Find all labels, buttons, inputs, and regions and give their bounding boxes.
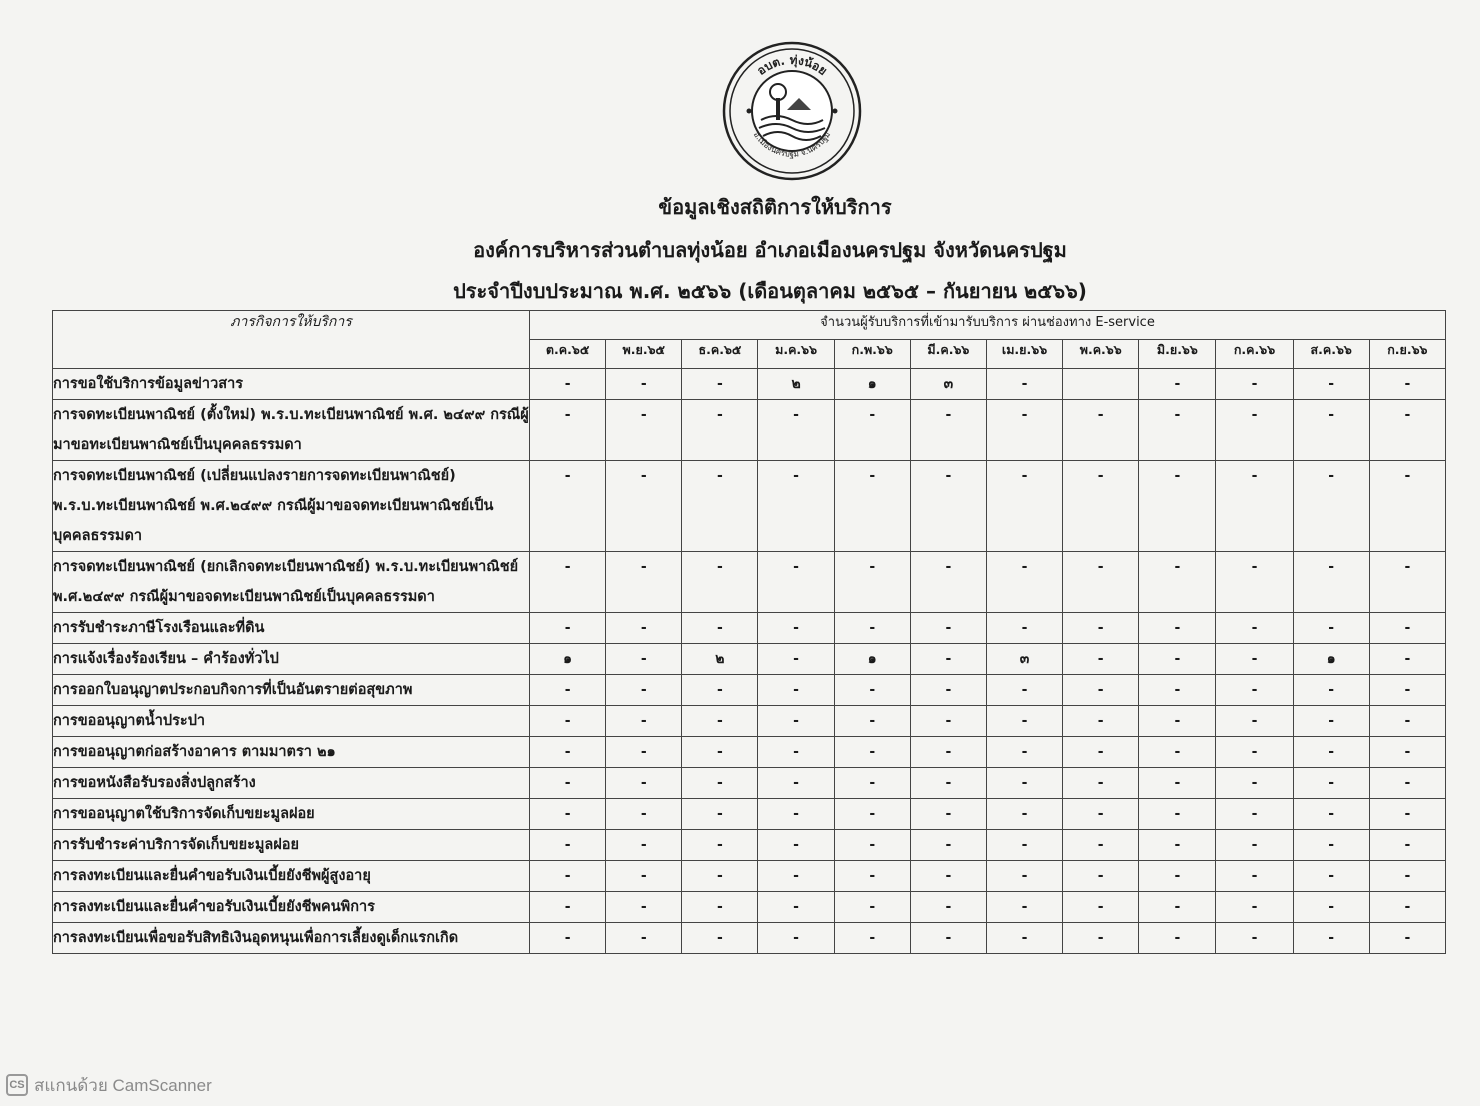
month-count-cell: - <box>1216 613 1293 644</box>
month-count-cell: - <box>606 552 682 613</box>
table-row <box>53 799 1446 830</box>
month-count-cell <box>1063 369 1139 400</box>
month-count-cell: - <box>1216 552 1293 613</box>
month-header: มิ.ย.๖๖ <box>1139 340 1216 369</box>
month-count-cell: - <box>758 737 834 768</box>
month-count-cell: - <box>1369 461 1445 552</box>
month-count-cell: - <box>834 830 910 861</box>
month-count-cell: - <box>1139 369 1216 400</box>
month-count-cell: - <box>1063 706 1139 737</box>
month-count-cell: - <box>986 675 1062 706</box>
table-row <box>53 613 1446 644</box>
month-count-cell: - <box>1369 923 1445 954</box>
organization-seal <box>721 40 863 182</box>
month-count-cell: - <box>1063 644 1139 675</box>
service-task-cell: การรับชำระค่าบริการจัดเก็บขยะมูลฝอย <box>53 830 530 861</box>
month-header: ก.พ.๖๖ <box>834 340 910 369</box>
month-count-cell: - <box>910 675 986 706</box>
month-count-cell: - <box>606 613 682 644</box>
service-task-cell: การออกใบอนุญาตประกอบกิจการที่เป็นอันตรายต่อสุขภาพ <box>53 675 530 706</box>
task-column-header: ภารกิจการให้บริการ <box>53 311 530 369</box>
month-count-cell: - <box>1139 461 1216 552</box>
month-count-cell: ๑ <box>1293 644 1369 675</box>
service-task-cell: การขออนุญาตน้ำประปา <box>53 706 530 737</box>
service-task-cell: การลงทะเบียนเพื่อขอรับสิทธิเงินอุดหนุนเพื่อการเลี้ยงดูเด็กแรกเกิด <box>53 923 530 954</box>
table-row <box>53 923 1446 954</box>
month-count-cell: - <box>1369 892 1445 923</box>
month-count-cell: - <box>682 799 758 830</box>
month-count-cell: - <box>1139 552 1216 613</box>
month-count-cell: - <box>834 461 910 552</box>
month-count-cell: - <box>682 369 758 400</box>
month-count-cell: - <box>606 737 682 768</box>
month-count-cell: - <box>1063 923 1139 954</box>
month-count-cell: - <box>1216 830 1293 861</box>
month-count-cell: - <box>986 369 1062 400</box>
month-count-cell: - <box>1369 799 1445 830</box>
month-count-cell: - <box>1293 799 1369 830</box>
table-row <box>53 675 1446 706</box>
month-count-cell: - <box>986 400 1062 461</box>
month-count-cell: - <box>530 675 606 706</box>
table-row <box>53 861 1446 892</box>
month-count-cell: - <box>682 892 758 923</box>
month-count-cell: - <box>1369 675 1445 706</box>
month-count-cell: - <box>1139 400 1216 461</box>
month-count-cell: - <box>834 799 910 830</box>
month-count-cell: - <box>1293 861 1369 892</box>
month-count-cell: - <box>758 861 834 892</box>
month-count-cell: - <box>1293 768 1369 799</box>
month-count-cell: - <box>758 768 834 799</box>
month-count-cell: - <box>1063 861 1139 892</box>
month-count-cell: - <box>530 799 606 830</box>
month-count-cell: - <box>1293 706 1369 737</box>
month-count-cell: - <box>682 613 758 644</box>
eservice-count-header: จำนวนผู้รับบริการที่เข้ามารับบริการ ผ่านช่องทาง E-service <box>530 311 1446 340</box>
month-count-cell: - <box>530 737 606 768</box>
month-header: ก.ย.๖๖ <box>1369 340 1445 369</box>
month-count-cell: - <box>1216 768 1293 799</box>
month-count-cell: - <box>834 706 910 737</box>
month-count-cell: - <box>530 613 606 644</box>
table-row <box>53 644 1446 675</box>
month-count-cell: - <box>1139 768 1216 799</box>
month-count-cell: - <box>1293 923 1369 954</box>
month-count-cell: - <box>986 768 1062 799</box>
month-count-cell: - <box>986 461 1062 552</box>
month-count-cell: - <box>606 830 682 861</box>
month-count-cell: - <box>1293 830 1369 861</box>
month-count-cell: - <box>834 552 910 613</box>
table-row <box>53 369 1446 400</box>
month-count-cell: - <box>986 737 1062 768</box>
month-count-cell: - <box>530 861 606 892</box>
table-row <box>53 400 1446 461</box>
month-count-cell: - <box>682 552 758 613</box>
month-header: มี.ค.๖๖ <box>910 340 986 369</box>
month-count-cell: ๓ <box>910 369 986 400</box>
month-header: ต.ค.๖๕ <box>530 340 606 369</box>
month-count-cell: - <box>758 799 834 830</box>
month-count-cell: - <box>606 706 682 737</box>
month-count-cell: - <box>834 675 910 706</box>
month-count-cell: - <box>1063 830 1139 861</box>
month-count-cell: ๒ <box>758 369 834 400</box>
month-count-cell: - <box>606 369 682 400</box>
month-count-cell: - <box>682 737 758 768</box>
month-count-cell: - <box>758 552 834 613</box>
month-count-cell: - <box>834 400 910 461</box>
month-count-cell: - <box>606 861 682 892</box>
service-task-cell: การจดทะเบียนพาณิชย์ (ตั้งใหม่) พ.ร.บ.ทะเบียนพาณิชย์ พ.ศ. ๒๔๙๙ กรณีผู้มาขอทะเบียนพาณิชย์เป็นบุคคลธรรมดา <box>53 400 530 461</box>
month-count-cell: - <box>910 461 986 552</box>
service-task-cell: การจดทะเบียนพาณิชย์ (เปลี่ยนแปลงรายการจดทะเบียนพาณิชย์) พ.ร.บ.ทะเบียนพาณิชย์ พ.ศ.๒๔๙๙ กรณีผู้มาขอจดทะเบียนพาณิชย์เป็นบุคคลธรรมดา <box>53 461 530 552</box>
service-task-cell: การขออนุญาตก่อสร้างอาคาร ตามมาตรา ๒๑ <box>53 737 530 768</box>
month-count-cell: - <box>1216 892 1293 923</box>
service-task-cell: การจดทะเบียนพาณิชย์ (ยกเลิกจดทะเบียนพาณิชย์) พ.ร.บ.ทะเบียนพาณิชย์ พ.ศ.๒๔๙๙ กรณีผู้มาขอจดทะเบียนพาณิชย์เป็นบุคคลธรรมดา <box>53 552 530 613</box>
month-count-cell: - <box>1369 552 1445 613</box>
month-count-cell: - <box>530 830 606 861</box>
service-task-cell: การแจ้งเรื่องร้องเรียน – คำร้องทั่วไป <box>53 644 530 675</box>
document-title: ข้อมูลเชิงสถิติการให้บริการ <box>658 195 892 219</box>
month-count-cell: - <box>834 737 910 768</box>
organization-name: องค์การบริหารส่วนตำบลทุ่งน้อย อำเภอเมืองนครปฐม จังหวัดนครปฐม <box>473 238 1067 262</box>
month-count-cell: - <box>1139 830 1216 861</box>
month-count-cell: - <box>1369 369 1445 400</box>
month-count-cell: - <box>1216 799 1293 830</box>
month-count-cell: - <box>986 861 1062 892</box>
month-count-cell: - <box>1139 675 1216 706</box>
month-count-cell: - <box>1369 613 1445 644</box>
month-count-cell: - <box>1063 400 1139 461</box>
month-count-cell: - <box>530 768 606 799</box>
month-count-cell: ๑ <box>834 369 910 400</box>
month-count-cell: - <box>1139 892 1216 923</box>
month-count-cell: ๓ <box>986 644 1062 675</box>
month-count-cell: - <box>910 923 986 954</box>
fiscal-period: ประจำปีงบประมาณ พ.ศ. ๒๕๖๖ (เดือนตุลาคม ๒๕๖๕ – กันยายน ๒๕๖๖) <box>453 279 1087 303</box>
month-header: ก.ค.๖๖ <box>1216 340 1293 369</box>
month-count-cell: - <box>910 830 986 861</box>
month-count-cell: - <box>1063 675 1139 706</box>
month-count-cell: - <box>834 923 910 954</box>
month-count-cell: - <box>1063 768 1139 799</box>
month-count-cell: - <box>758 706 834 737</box>
month-count-cell: - <box>1293 552 1369 613</box>
month-count-cell: - <box>1216 675 1293 706</box>
service-task-cell: การรับชำระภาษีโรงเรือนและที่ดิน <box>53 613 530 644</box>
month-count-cell: - <box>530 461 606 552</box>
table-row <box>53 461 1446 552</box>
month-count-cell: - <box>986 892 1062 923</box>
month-count-cell: - <box>1293 461 1369 552</box>
month-count-cell: - <box>1216 644 1293 675</box>
month-count-cell: - <box>682 461 758 552</box>
service-task-cell: การขอหนังสือรับรองสิ่งปลูกสร้าง <box>53 768 530 799</box>
month-count-cell: - <box>758 644 834 675</box>
month-count-cell: - <box>1139 737 1216 768</box>
month-count-cell: - <box>1216 369 1293 400</box>
month-count-cell: - <box>1063 737 1139 768</box>
month-count-cell: - <box>682 861 758 892</box>
month-count-cell: - <box>910 706 986 737</box>
camscanner-watermark <box>6 1073 212 1097</box>
month-header: ส.ค.๖๖ <box>1293 340 1369 369</box>
month-count-cell: - <box>530 923 606 954</box>
month-count-cell: ๑ <box>530 644 606 675</box>
month-count-cell: - <box>682 675 758 706</box>
month-count-cell: - <box>758 675 834 706</box>
month-count-cell: - <box>986 830 1062 861</box>
month-count-cell: - <box>1063 552 1139 613</box>
month-count-cell: - <box>606 799 682 830</box>
month-count-cell: - <box>1293 613 1369 644</box>
seal-bottom-text: อ.เมืองนครปฐม จ.นครปฐม <box>751 130 833 159</box>
month-count-cell: - <box>986 706 1062 737</box>
table-row <box>53 552 1446 613</box>
service-task-cell: การลงทะเบียนและยื่นคำขอรับเงินเบี้ยยังชีพผู้สูงอายุ <box>53 861 530 892</box>
month-count-cell: - <box>1139 799 1216 830</box>
month-count-cell: - <box>530 706 606 737</box>
service-task-cell: การขออนุญาตใช้บริการจัดเก็บขยะมูลฝอย <box>53 799 530 830</box>
month-count-cell: - <box>910 400 986 461</box>
month-count-cell: - <box>910 644 986 675</box>
month-count-cell: - <box>986 613 1062 644</box>
month-header: ม.ค.๖๖ <box>758 340 834 369</box>
month-count-cell: - <box>1139 644 1216 675</box>
month-count-cell: - <box>758 892 834 923</box>
month-count-cell: - <box>1369 644 1445 675</box>
month-count-cell: - <box>910 892 986 923</box>
month-count-cell: - <box>1063 892 1139 923</box>
month-count-cell: - <box>986 799 1062 830</box>
month-count-cell: - <box>1063 461 1139 552</box>
month-count-cell: ๑ <box>834 644 910 675</box>
month-count-cell: - <box>1369 768 1445 799</box>
month-count-cell: - <box>682 768 758 799</box>
month-count-cell: - <box>530 369 606 400</box>
camscanner-icon: CS <box>6 1074 28 1096</box>
month-count-cell: - <box>1293 400 1369 461</box>
month-count-cell: - <box>986 923 1062 954</box>
camscanner-text: สแกนด้วย CamScanner <box>34 1075 212 1095</box>
month-count-cell: - <box>1293 675 1369 706</box>
month-count-cell: - <box>758 400 834 461</box>
month-count-cell: - <box>1139 923 1216 954</box>
month-count-cell: - <box>1139 706 1216 737</box>
month-count-cell: - <box>1063 799 1139 830</box>
month-count-cell: - <box>606 892 682 923</box>
month-count-cell: - <box>758 923 834 954</box>
month-count-cell: - <box>758 613 834 644</box>
month-header: พ.ค.๖๖ <box>1063 340 1139 369</box>
month-count-cell: - <box>986 552 1062 613</box>
month-count-cell: - <box>910 768 986 799</box>
month-count-cell: - <box>834 892 910 923</box>
month-count-cell: - <box>910 737 986 768</box>
month-count-cell: - <box>910 552 986 613</box>
service-task-cell: การขอใช้บริการข้อมูลข่าวสาร <box>53 369 530 400</box>
month-count-cell: - <box>606 923 682 954</box>
month-count-cell: - <box>530 892 606 923</box>
table-row <box>53 737 1446 768</box>
service-statistics-table <box>52 310 1446 954</box>
month-count-cell: - <box>834 613 910 644</box>
organization-seal-icon <box>721 40 863 182</box>
table-row <box>53 892 1446 923</box>
month-count-cell: - <box>606 644 682 675</box>
table-row <box>53 830 1446 861</box>
month-count-cell: - <box>1216 461 1293 552</box>
month-count-cell: - <box>1063 613 1139 644</box>
month-count-cell: - <box>606 768 682 799</box>
month-count-cell: - <box>1369 706 1445 737</box>
month-header: พ.ย.๖๕ <box>606 340 682 369</box>
month-count-cell: - <box>1216 861 1293 892</box>
month-count-cell: - <box>530 400 606 461</box>
month-count-cell: - <box>910 613 986 644</box>
month-count-cell: - <box>1369 737 1445 768</box>
month-count-cell: - <box>1293 369 1369 400</box>
month-count-cell: - <box>834 768 910 799</box>
month-count-cell: ๒ <box>682 644 758 675</box>
month-count-cell: - <box>1216 706 1293 737</box>
month-count-cell: - <box>834 861 910 892</box>
month-count-cell: - <box>606 400 682 461</box>
month-count-cell: - <box>1216 923 1293 954</box>
month-count-cell: - <box>1216 737 1293 768</box>
seal-top-text: อบต. ทุ่งน้อย <box>754 52 830 78</box>
month-count-cell: - <box>758 830 834 861</box>
month-count-cell: - <box>1293 892 1369 923</box>
month-count-cell: - <box>606 461 682 552</box>
month-count-cell: - <box>1216 400 1293 461</box>
month-count-cell: - <box>606 675 682 706</box>
month-count-cell: - <box>682 706 758 737</box>
month-count-cell: - <box>682 830 758 861</box>
month-count-cell: - <box>758 461 834 552</box>
month-count-cell: - <box>682 400 758 461</box>
month-count-cell: - <box>1369 400 1445 461</box>
month-count-cell: - <box>682 923 758 954</box>
month-header: เม.ย.๖๖ <box>986 340 1062 369</box>
month-count-cell: - <box>1139 613 1216 644</box>
table-row <box>53 768 1446 799</box>
month-count-cell: - <box>1369 861 1445 892</box>
month-count-cell: - <box>910 861 986 892</box>
table-row <box>53 706 1446 737</box>
month-count-cell: - <box>1369 830 1445 861</box>
month-count-cell: - <box>910 799 986 830</box>
month-count-cell: - <box>1139 861 1216 892</box>
month-count-cell: - <box>1293 737 1369 768</box>
month-count-cell: - <box>530 552 606 613</box>
service-task-cell: การลงทะเบียนและยื่นคำขอรับเงินเบี้ยยังชีพคนพิการ <box>53 892 530 923</box>
month-header: ธ.ค.๖๕ <box>682 340 758 369</box>
